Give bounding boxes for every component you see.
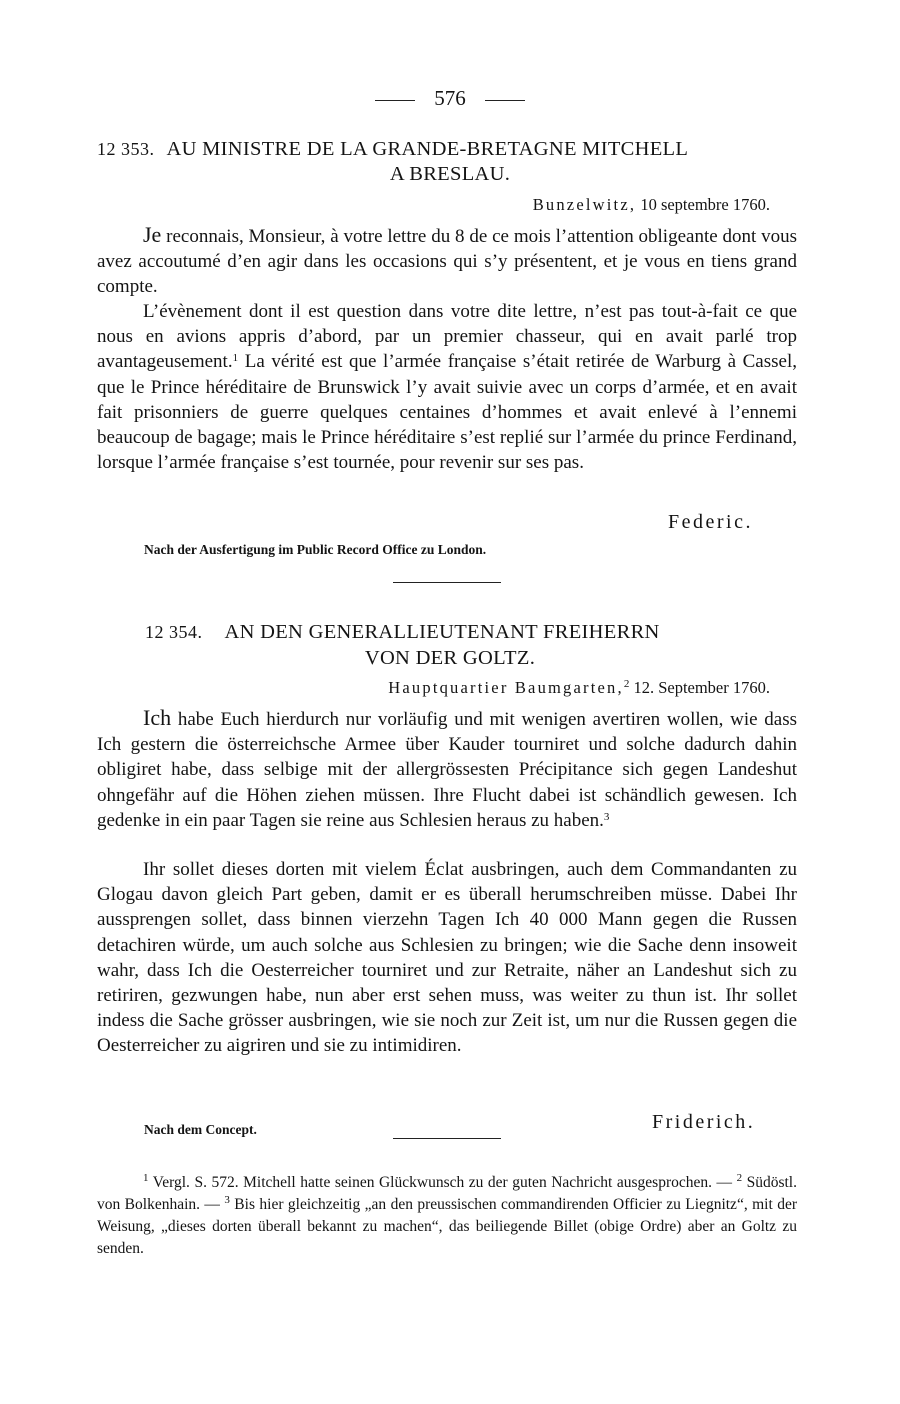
footnote-2-text: Südöstl. von Bolkenhain. — [97, 1174, 797, 1213]
footnote-ref-3: 3 [603, 810, 610, 823]
footnote-ref-1: 1 [232, 352, 239, 365]
letter-2-title-line-1: AN DEN GENERALLIEUTENANT FREIHERRN [224, 621, 660, 643]
letter-2-number: 12 354. [145, 622, 203, 642]
footnotes [97, 1172, 797, 1260]
letter-2-dateline [388, 678, 770, 698]
page-header [0, 86, 900, 111]
letter-1-signature: Federic. [668, 511, 753, 533]
header-dash-right [485, 100, 525, 101]
letter-2-paragraph-1-text: habe Euch hierdurch nur vorläufig und mit wenigen avertiren wollen, wie dass Ich gestern die österreichsche Armee über Kauder tourniret und solche dadurch dahin obligiret habe, dass selbige mit der allergrössesten Précipitance sich gegen Landeshut ohngefähr auf die Höhen ziehen müssen. Ihre Flucht dabei ist schändlich gewesen. Ich gedenke in ein paar Tagen sie reine aus Schlesien heraus zu haben. [97, 709, 797, 831]
letter-1-source: Nach der Ausfertigung im Public Record Office zu London. [144, 542, 487, 557]
letter-2-source: Nach dem Concept. [144, 1122, 257, 1137]
letter-1-number: 12 353. [97, 139, 155, 159]
letter-2-heading [145, 621, 660, 644]
header-dash-left [375, 100, 415, 101]
footnote-3-text: Bis hier gleichzeitig „an den preussischen commandirenden Officier zu Liegnitz“, mit der Weisung, „dieses dorten überall bekannt zu machen“, das beiliegende Billet (obige Ordre) aber an Goltz zu senden. [97, 1196, 798, 1257]
letter-1-paragraph-2 [97, 299, 797, 475]
letter-2-place: Hauptquartier Baumgarten, [388, 678, 624, 697]
letter-1-paragraph-1-text: reconnais, Monsieur, à votre lettre du 8 de ce mois l’attention obligeante dont vous avez accoutumé d’en agir dans les occasions qui s’y présentent, et je vous en tiens grand compte. [97, 226, 797, 298]
footnote-ref-2: 2 [623, 678, 630, 690]
footnote-1-mark: 1 [143, 1172, 149, 1184]
section-divider [393, 582, 501, 583]
letter-1-dateline [533, 195, 770, 215]
letter-2-title-line-2: VON DER GOLTZ. [364, 647, 536, 669]
footnote-2-mark: 2 [736, 1172, 743, 1184]
page-number: 576 [434, 86, 466, 110]
letter-2-date: 12. September 1760. [633, 678, 770, 697]
letter-1-title-line-1: AU MINISTRE DE LA GRANDE-BRETAGNE MITCHELL [166, 138, 689, 160]
letter-2-paragraph-2: Ihr sollet dieses dorten mit vielem Éclat ausbringen, auch dem Commandanten zu Glogau davon gleich Part geben, damit er es überall herumschreiben müsse. Dabei Ihr aussprengen sollet, dass binnen vierzehn Tagen Ich 40 000 Mann gegen die Russen detachiren würde, um auch solche aus Schlesien zu bringen; wie die Sache denn insoweit wahr, dass Ich die Oesterreicher tourniret und zur Retraite, näher an Landeshut sich zu retiriren, gezwungen habe, nun aber erst sehen muss, was weiter zu thun ist. Ihr sollet indess die Sache grösser ausbringen, wie sie noch zur Zeit ist, um nur die Russen gegen die Oesterreicher zu aigriren und sie zu intimidiren. [97, 859, 797, 1057]
letter-1-initial: Je [143, 222, 162, 247]
footnote-3-mark: 3 [224, 1194, 230, 1206]
letter-1-place: Bunzelwitz, [532, 195, 637, 214]
letter-1-heading [97, 138, 688, 161]
letter-2-paragraph-1 [97, 705, 797, 833]
footnote-1-text: Vergl. S. 572. Mitchell hatte seinen Glückwunsch zu der guten Nachricht ausgesprochen. — [148, 1174, 737, 1191]
letter-1-title-line-2: A BRESLAU. [389, 163, 511, 185]
letter-2-signature: Friderich. [652, 1111, 756, 1133]
letter-2-initial: Ich [143, 705, 172, 730]
footnote-divider [393, 1138, 501, 1139]
letter-1-paragraph-1 [97, 222, 797, 300]
letter-1-paragraph-2-text-a: L’évènement dont il est question dans votre dite lettre, n’est pas tout-à-fait ce que nous en avions appris d’abord, par un premier chasseur, qui en avait parlé trop avantageusement. [97, 301, 797, 373]
letter-1-paragraph-2-text-b: La vérité est que l’armée française s’était retirée de Warburg à Cassel, que le Prince héréditaire de Brunswick l’y avait suivie avec un corps d’armée, et en avait fait prisonniers de guerre quelques centaines d’hommes et avait enlevé à l’ennemi beaucoup de bagage; mais le Prince héréditaire s’est replié sur l’armée du prince Ferdinand, lorsque l’armée française s’est tournée, pour revenir sur ses pas. [97, 351, 797, 474]
letter-1-date: 10 septembre 1760. [640, 195, 770, 214]
